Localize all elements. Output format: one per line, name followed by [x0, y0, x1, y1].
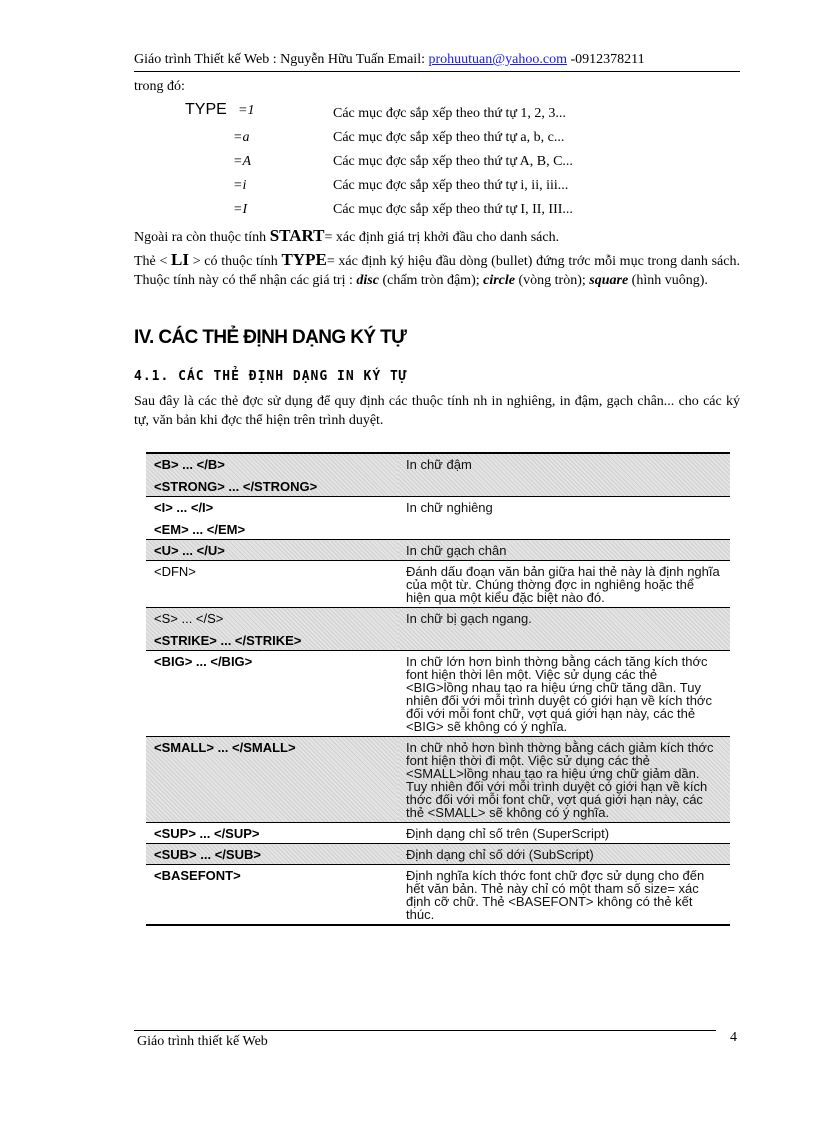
type-desc: Các mục đợc sắp xếp theo thứ tự 1, 2, 3... — [333, 106, 566, 121]
table-row — [146, 823, 730, 844]
desc-cell: Đánh dấu đoạn văn bản giữa hai thẻ này là định nghĩa của một từ. Chúng thờng đợc in nghiêng hoặc thể hiện qua một kiểu đặc biệt nào đó. — [398, 561, 730, 608]
tag-cell: <BASEFONT> — [146, 865, 398, 926]
li-tag: LI — [171, 250, 190, 269]
start-keyword: START — [269, 226, 325, 245]
table-row — [146, 651, 730, 737]
circle-value: circle — [483, 273, 515, 288]
tag-alt-name: <EM> ... </EM> — [154, 522, 246, 537]
start-paragraph — [134, 226, 740, 247]
disc-note: (chấm tròn đậm); — [378, 273, 484, 288]
desc-cell: In chữ lớn hơn bình thờng bằng cách tăng kích thớc font hiện thời lên một. Việc sử dụng các thẻ <BIG>lồng nhau tạo ra hiệu ứng chữ tăng dần. Tuy nhiên đối với mỗi trình duyệt có giới hạn về kích thớc đối với mỗi font chữ, vợt quá giới hạn này, các thẻ <BIG> sẽ không có ý nghĩa. — [398, 651, 730, 737]
subsection-title: 4.1. CÁC THẺ ĐỊNH DẠNG IN KÝ TỰ — [134, 369, 408, 384]
table-row — [146, 453, 730, 497]
table-row — [146, 608, 730, 651]
disc-value: disc — [356, 273, 379, 288]
type-desc: Các mục đợc sắp xếp theo thứ tự a, b, c... — [333, 130, 565, 145]
type-value: =I — [233, 202, 248, 217]
tag-cell — [146, 497, 398, 540]
tag-name: <S> ... </S> — [154, 611, 224, 626]
tag-cell — [146, 453, 398, 497]
square-note: (hình vuông). — [628, 273, 708, 288]
table-row — [146, 540, 730, 561]
page-header — [134, 52, 740, 68]
table-row — [146, 865, 730, 926]
square-value: square — [589, 273, 629, 288]
type-desc: Các mục đợc sắp xếp theo thứ tự A, B, C... — [333, 154, 573, 169]
desc-cell: In chữ gạch chân — [398, 540, 730, 561]
type-value: =A — [233, 154, 251, 169]
section-title: IV. CÁC THẺ ĐỊNH DẠNG KÝ TỰ — [134, 327, 407, 348]
type-value: =1 — [238, 103, 255, 118]
tag-alt-name: <STRIKE> ... </STRIKE> — [154, 633, 302, 648]
intro-text: trong đó: — [134, 79, 185, 94]
header-email-link[interactable]: prohuutuan@yahoo.com — [428, 52, 567, 67]
tag-alt-name: <STRONG> ... </STRONG> — [154, 479, 318, 494]
page-number: 4 — [730, 1030, 737, 1045]
table-row — [146, 844, 730, 865]
table-row — [146, 497, 730, 540]
header-divider — [134, 71, 740, 72]
type-desc: Các mục đợc sắp xếp theo thứ tự i, ii, iii... — [333, 178, 569, 193]
start-text-end: = xác định giá trị khởi đầu cho danh sách. — [324, 230, 560, 245]
tag-cell — [146, 608, 398, 651]
desc-cell: Định nghĩa kích thớc font chữ đợc sử dụng cho đến hết văn bản. Thẻ này chỉ có một tham số size= xác định cỡ chữ. Thẻ <BASEFONT> không có thẻ kết thúc. — [398, 865, 730, 926]
li-text: Thẻ < — [134, 254, 172, 269]
desc-cell: Định dạng chỉ số trên (SuperScript) — [398, 823, 730, 844]
li-paragraph — [134, 250, 740, 290]
tag-cell: <U> ... </U> — [146, 540, 398, 561]
tag-cell — [146, 561, 398, 608]
desc-cell: In chữ đậm — [398, 453, 730, 497]
tag-name: <I> ... </I> — [154, 500, 214, 515]
li-type-keyword: TYPE — [281, 250, 327, 269]
header-title: Giáo trình Thiết kế Web : Nguyễn Hữu Tuấn Email: — [134, 52, 425, 67]
footer-title: Giáo trình thiết kế Web — [137, 1034, 268, 1049]
li-text: > có thuộc tính — [189, 254, 282, 269]
type-value: =i — [233, 178, 247, 193]
desc-cell: In chữ bị gạch ngang. — [398, 608, 730, 651]
desc-cell: In chữ nghiêng — [398, 497, 730, 540]
table-row — [146, 737, 730, 823]
type-keyword: TYPE — [185, 101, 227, 118]
footer-divider — [134, 1030, 716, 1031]
type-value: =a — [233, 130, 250, 145]
circle-note: (vòng tròn); — [515, 273, 590, 288]
tag-cell: <BIG> ... </BIG> — [146, 651, 398, 737]
desc-cell: In chữ nhỏ hơn bình thờng bằng cách giảm kích thớc font hiện thời đi một. Việc sử dụng các thẻ <SMALL>lồng nhau tạo ra hiệu ứng chữ giảm dần. Tuy nhiên đối với mỗi trình duyệt có giới hạn về kích thớc đối với mỗi font chữ, vợt quá giới hạn này, các thẻ <SMALL> sẽ không có ý nghĩa. — [398, 737, 730, 823]
tag-cell: <SMALL> ... </SMALL> — [146, 737, 398, 823]
tag-cell: <SUB> ... </SUB> — [146, 844, 398, 865]
type-desc: Các mục đợc sắp xếp theo thứ tự I, II, III... — [333, 202, 573, 217]
tag-name: <B> ... </B> — [154, 457, 225, 472]
table-row — [146, 561, 730, 608]
subsection-intro: Sau đây là các thẻ đợc sử dụng để quy định các thuộc tính nh in nghiêng, in đậm, gạch chân... cho các ký tự, văn bản khi đợc thể hiện trên trình duyệt. — [134, 394, 740, 428]
format-tags-table — [146, 452, 730, 926]
desc-cell: Định dạng chỉ số dới (SubScript) — [398, 844, 730, 865]
start-text: Ngoài ra còn thuộc tính — [134, 230, 270, 245]
tag-cell: <SUP> ... </SUP> — [146, 823, 398, 844]
tag-name: <DFN> — [154, 564, 196, 579]
li-text: = xác định ký hiệu đầu dòng (bullet) đứng trớc mỗi mục trong danh sách. Thuộc tính này có thể nhận các giá trị : — [134, 254, 740, 288]
header-phone: -0912378211 — [570, 52, 645, 67]
